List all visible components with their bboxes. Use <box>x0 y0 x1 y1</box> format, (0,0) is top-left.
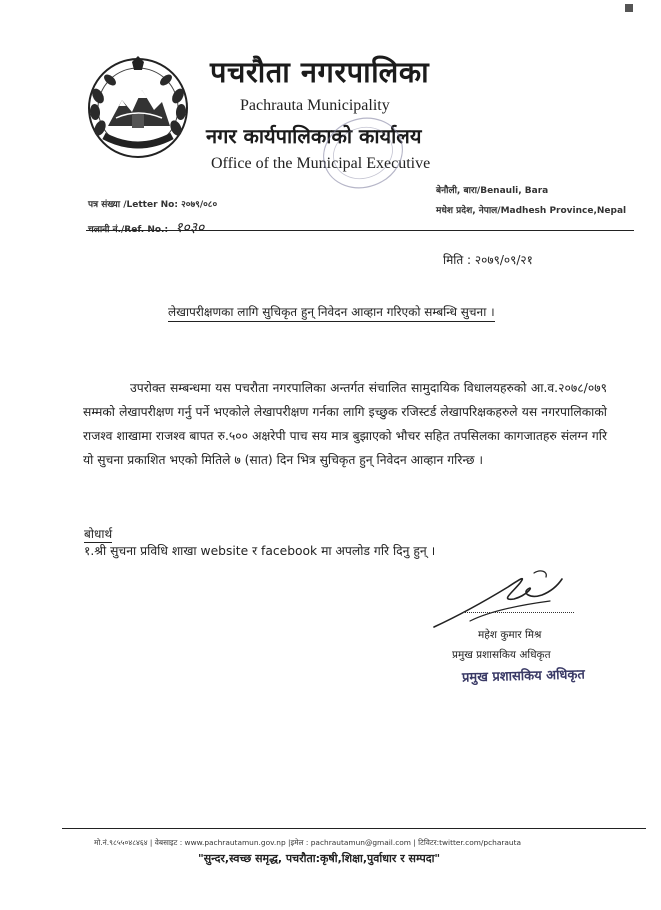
header-divider <box>86 230 634 231</box>
address-line-2: मधेश प्रदेश, नेपाल/Madhesh Province,Nepal <box>436 206 627 216</box>
signatory-title: प्रमुख प्रशासकिय अधिकृत <box>452 649 551 661</box>
municipality-emblem-icon <box>86 56 190 160</box>
cc-label: बोधार्थ <box>84 527 113 541</box>
address-line-1: बेनौली, बारा/Benauli, Bara <box>436 186 549 196</box>
letter-number-value: २०७९/०८० <box>181 200 218 210</box>
signatory-stamp: प्रमुख प्रशासकिय अधिकृत <box>461 667 586 686</box>
reference-number-value: १०३० <box>175 221 205 236</box>
notice-date: मिति : २०७९/०९/२१ <box>443 253 533 267</box>
scan-mark <box>625 4 633 12</box>
footer-divider <box>62 828 646 829</box>
letter-number-label: पत्र संख्या /Letter No: <box>88 200 178 210</box>
office-title-np: नगर कार्यपालिकाको कार्यालय <box>206 124 422 148</box>
notice-body: उपरोक्त सम्बन्धमा यस पचरौता नगरपालिका अन्तर्गत संचालित सामुदायिक विधालयहरुको आ.व.२०७८/०७९ सम्मको लेखापरीक्षण गर्नु पर्ने भएकोले लेखापरीक्षण गर्नका लागि इच्छुक रजिस्टर्ड लेखापरिक्षकहरुले यस नगरपालिकाको राजश्व शाखामा राजश्व बापत रु.५०० अक्षरेपी पाच सय मात्र बुझाएको भौचर सहित तपसिलका कागजातहरु संलग्न गरि यो सुचना प्रकाशित भएको मितिले ७ (सात) दिन भित्र सुचिकृत हुन् निवेदन आव्हान गरिन्छ । <box>83 381 607 467</box>
signature-line <box>462 612 574 613</box>
dispatch-stamp-icon <box>318 112 408 194</box>
office-title-en: Office of the Municipal Executive <box>211 155 431 172</box>
signatory-name: महेश कुमार मिश्र <box>478 629 542 641</box>
cc-item: १.श्री सुचना प्रविधि शाखा website र facebook मा अपलोड गरि दिनु हुन् । <box>84 544 436 558</box>
notice-subject: लेखापरीक्षणका लागि सुचिकृत हुन् निवेदन आव्हान गरिएको सम्बन्धि सुचना । <box>168 303 495 322</box>
handwritten-signature-icon <box>430 565 580 635</box>
reference-number <box>88 218 204 237</box>
reference-number-label: चलानी नं./Ref. No.: <box>88 225 169 235</box>
municipality-title-en: Pachrauta Municipality <box>240 97 390 114</box>
letter-number <box>88 197 217 210</box>
footer-slogan: "सुन्दर,स्वच्छ समृद्ध, पचरौता:कृषी,शिक्षा,पुर्वाधार र सम्पदा" <box>198 852 441 865</box>
footer-contact: मो.नं.९८५५०४८४६४ | वेबसाइट : www.pachrautamun.gov.np |इमेल : pachrautamun@gmail.com | टिविटर:twitter.com/pcharauta <box>94 838 522 847</box>
municipality-title-np: पचरौता नगरपालिका <box>210 55 430 89</box>
